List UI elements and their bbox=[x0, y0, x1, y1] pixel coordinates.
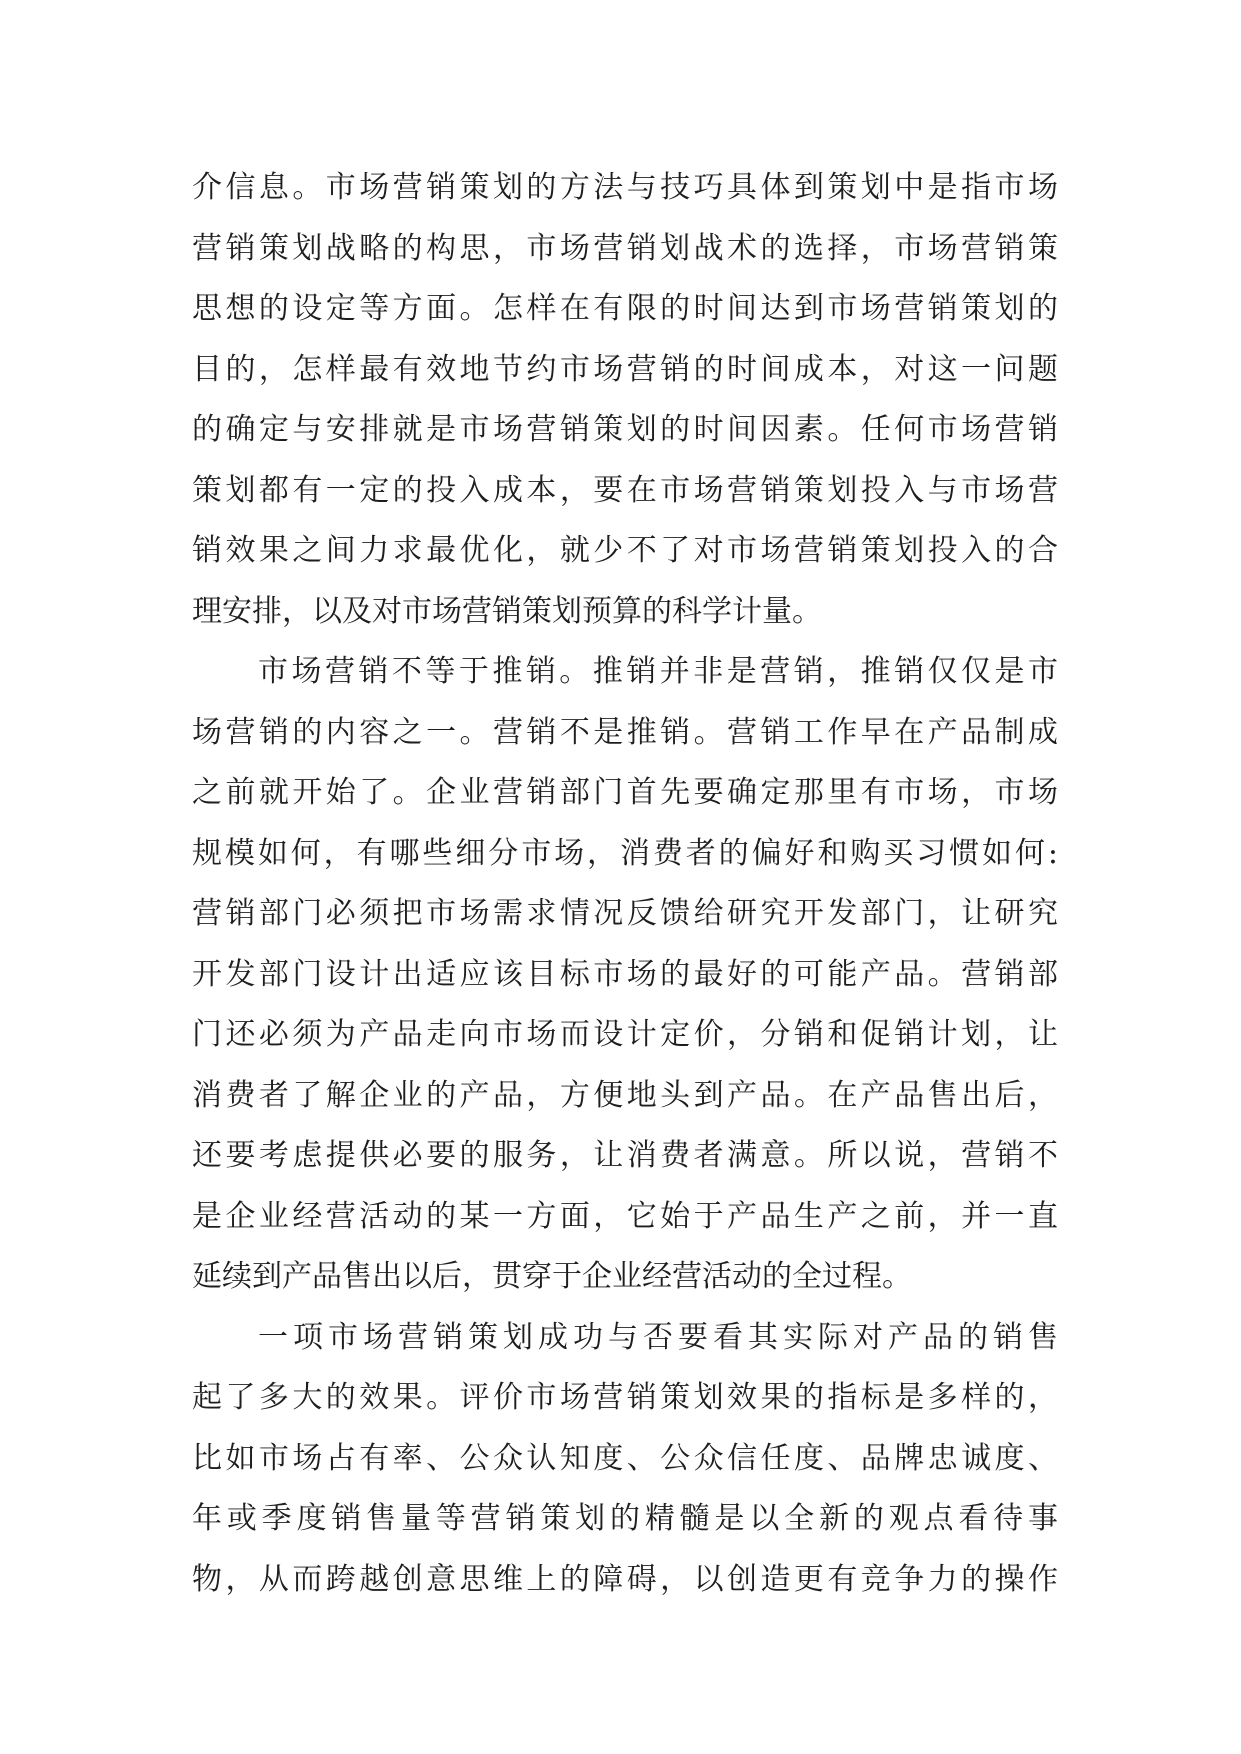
text-line: 目的，怎样最有效地节约市场营销的时间成本，对这一问题 bbox=[192, 351, 1058, 387]
text-line: 思想的设定等方面。怎样在有限的时间达到市场营销策划的 bbox=[192, 291, 1058, 326]
text-line: 场营销的内容之一。营销不是推销。营销工作早在产品制成 bbox=[192, 714, 1058, 750]
paragraph-3 bbox=[192, 1308, 1058, 1611]
paragraph-1 bbox=[192, 158, 1058, 642]
text-line: 物，从而跨越创意思维上的障碍，以创造更有竞争力的操作 bbox=[192, 1561, 1058, 1597]
text-line: 还要考虑提供必要的服务，让消费者满意。所以说，营销不 bbox=[192, 1138, 1058, 1173]
text-line: 营销部门必须把市场需求情况反馈给研究开发部门，让研究 bbox=[192, 896, 1058, 931]
text-line: 比如市场占有率、公众认知度、公众信任度、品牌忠诚度、 bbox=[192, 1440, 1058, 1476]
text-line: 延续到产品售出以后，贯穿于企业经营活动的全过程。 bbox=[192, 1259, 912, 1294]
text-line: 介信息。市场营销策划的方法与技巧具体到策划中是指市场 bbox=[192, 170, 1058, 205]
text-line: 营销策划战略的构思，市场营销划战术的选择，市场营销策 bbox=[192, 230, 1058, 266]
text-line: 销效果之间力求最优化，就少不了对市场营销策划投入的合 bbox=[192, 533, 1058, 568]
text-line: 年或季度销售量等营销策划的精髓是以全新的观点看待事 bbox=[192, 1501, 1058, 1536]
text-line: 的确定与安排就是市场营销策划的时间因素。任何市场营销 bbox=[192, 412, 1058, 447]
text-line: 是企业经营活动的某一方面，它始于产品生产之前，并一直 bbox=[192, 1198, 1058, 1234]
document-body bbox=[192, 158, 1058, 1610]
text-line: 理安排，以及对市场营销策划预算的科学计量。 bbox=[192, 593, 822, 629]
text-line: 市场营销不等于推销。推销并非是营销，推销仅仅是市 bbox=[258, 654, 1058, 689]
text-line: 消费者了解企业的产品，方便地头到产品。在产品售出后， bbox=[192, 1077, 1058, 1113]
paragraph-2 bbox=[192, 642, 1058, 1308]
text-line: 起了多大的效果。评价市场营销策划效果的指标是多样的， bbox=[192, 1380, 1058, 1415]
text-line: 门还必须为产品走向市场而设计定价，分销和促销计划，让 bbox=[192, 1017, 1058, 1052]
text-line: 规模如何，有哪些细分市场，消费者的偏好和购买习惯如何: bbox=[192, 835, 1058, 871]
text-line: 一项市场营销策划成功与否要看其实际对产品的销售 bbox=[258, 1319, 1058, 1355]
text-line: 策划都有一定的投入成本，要在市场营销策划投入与市场营 bbox=[192, 472, 1058, 508]
text-line: 之前就开始了。企业营销部门首先要确定那里有市场，市场 bbox=[192, 775, 1058, 810]
text-line: 开发部门设计出适应该目标市场的最好的可能产品。营销部 bbox=[192, 956, 1058, 992]
